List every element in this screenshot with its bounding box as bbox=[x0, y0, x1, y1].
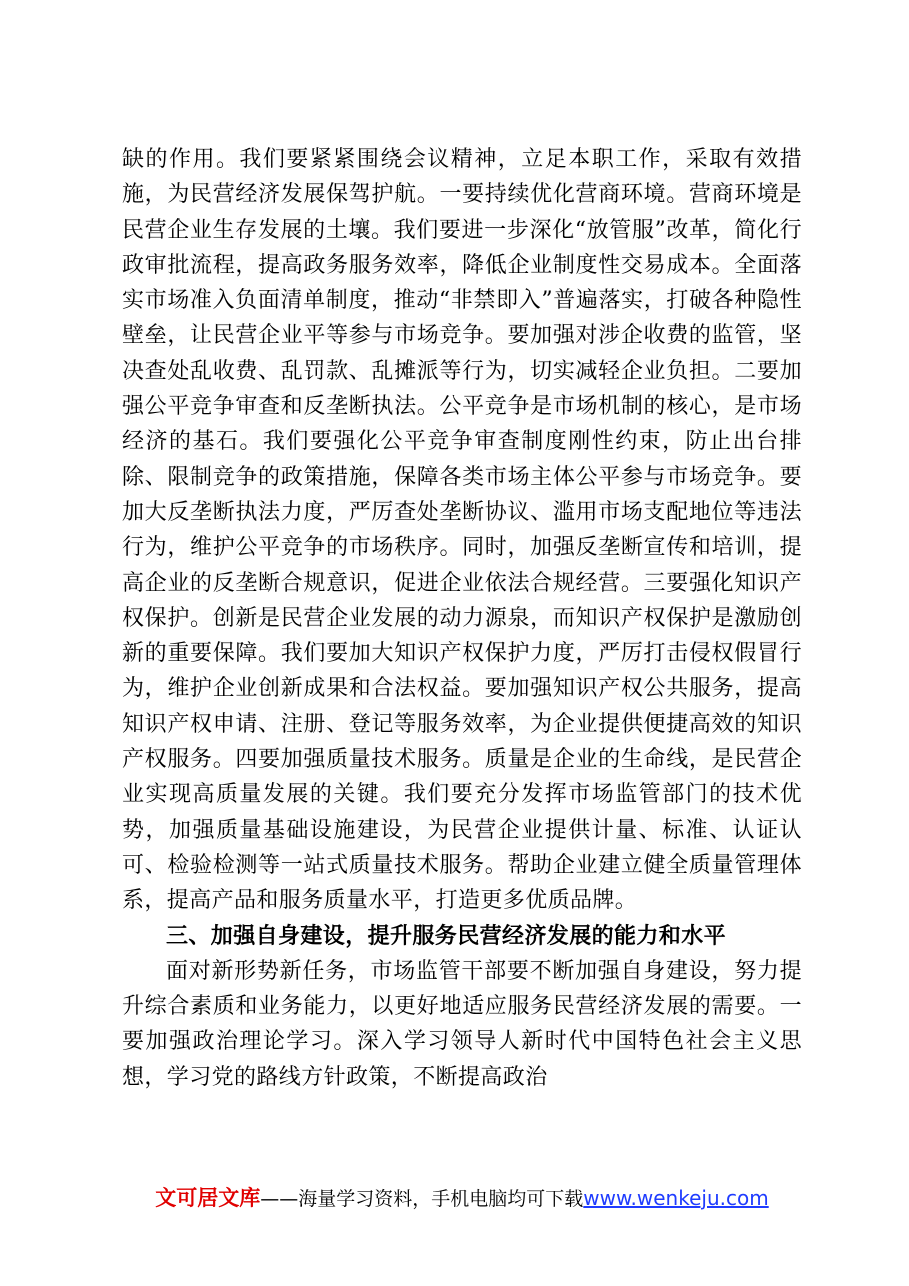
footer-brand: 文可居文库 bbox=[155, 1186, 261, 1210]
document-body bbox=[122, 142, 802, 1095]
footer-slogan: ——海量学习资料，手机电脑均可下载 bbox=[260, 1188, 584, 1210]
footer-site-link[interactable]: www.wenkeju.com bbox=[583, 1186, 769, 1210]
section-heading: 三、加强自身建设，提升服务民营经济发展的能力和水平 bbox=[166, 923, 727, 949]
footer-watermark bbox=[122, 1182, 802, 1212]
body-paragraph-next: 面对新形势新任务，市场监管干部要不断加强自身建设，努力提升综合素质和业务能力，以更好地适应服务民营经济发展的需要。一要加强政治理论学习。深入学习领导人新时代中国特色社会主义思想，学习党的路线方针政策，不断提高政治 bbox=[122, 958, 802, 1090]
body-paragraph-continued: 缺的作用。我们要紧紧围绕会议精神，立足本职工作，采取有效措施，为民营经济发展保驾护航。一要持续优化营商环境。营商环境是民营企业生存发展的土壤。我们要进一步深化“放管服”改革，简化行政审批流程，提高政务服务效率，降低企业制度性交易成本。全面落实市场准入负面清单制度，推动“非禁即入”普遍落实，打破各种隐性壁垒，让民营企业平等参与市场竞争。要加强对涉企收费的监管，坚决查处乱收费、乱罚款、乱摊派等行为，切实减轻企业负担。二要加强公平竞争审查和反垄断执法。公平竞争是市场机制的核心，是市场经济的基石。我们要强化公平竞争审查制度刚性约束，防止出台排除、限制竞争的政策措施，保障各类市场主体公平参与市场竞争。要加大反垄断执法力度，严厉查处垄断协议、滥用市场支配地位等违法行为，维护公平竞争的市场秩序。同时，加强反垄断宣传和培训，提高企业的反垄断合规意识，促进企业依法合规经营。三要强化知识产权保护。创新是民营企业发展的动力源泉，而知识产权保护是激励创新的重要保障。我们要加大知识产权保护力度，严厉打击侵权假冒行为，维护企业创新成果和合法权益。要加强知识产权公共服务，提高知识产权申请、注册、登记等服务效率，为企业提供便捷高效的知识产权服务。四要加强质量技术服务。质量是企业的生命线，是民营企业实现高质量发展的关键。我们要充分发挥市场监管部门的技术优势，加强质量基础设施建设，为民营企业提供计量、标准、认证认可、检验检测等一站式质量技术服务。帮助企业建立健全质量管理体系，提高产品和服务质量水平，打造更多优质品牌。 bbox=[122, 147, 802, 914]
